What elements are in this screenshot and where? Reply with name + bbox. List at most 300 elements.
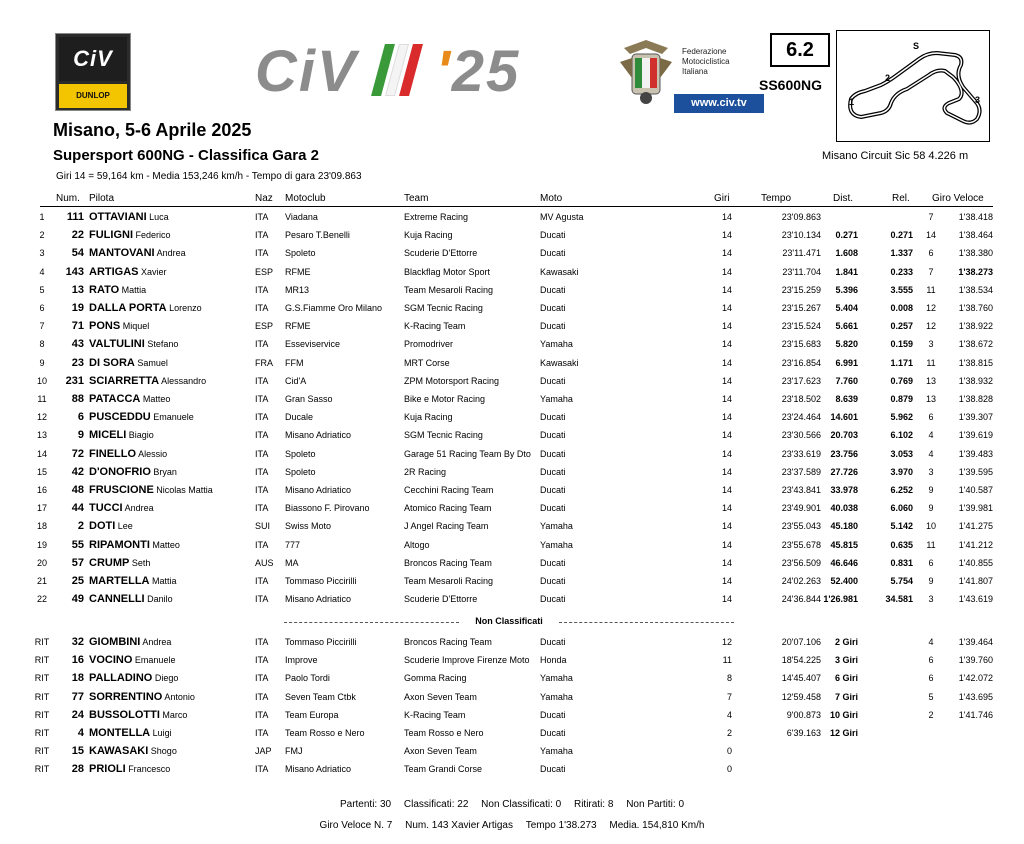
gap-cell: 20.703: [830, 430, 858, 441]
civ25-year: 25: [451, 39, 521, 104]
team-cell: K-Racing Team: [404, 321, 466, 332]
time-cell: 14'45.407: [781, 673, 821, 684]
motoclub-cell: Tommaso Piccirilli: [285, 637, 357, 647]
best-lap-number-cell: 11: [926, 357, 936, 368]
best-lap-number-cell: 3: [928, 594, 934, 605]
best-lap-time-cell: 1'38.932: [958, 375, 993, 386]
relative-gap-cell: 1.171: [890, 357, 913, 368]
gap-cell: 27.726: [830, 466, 858, 477]
best-lap-number-cell: 4: [928, 448, 934, 459]
team-cell: Team Rosso e Nero: [404, 728, 484, 738]
relative-gap-cell: 0.233: [890, 266, 913, 277]
moto-cell: Ducati: [540, 728, 566, 738]
rider-surname: CRUMP: [89, 556, 130, 569]
moto-cell: Ducati: [540, 637, 566, 647]
laps-cell: 8: [726, 673, 732, 684]
time-cell: 23'30.566: [781, 430, 821, 441]
rider-firstname: Andrea: [156, 248, 186, 259]
position-cell: 2: [39, 230, 45, 241]
moto-cell: Yamaha: [540, 521, 573, 532]
nation-cell: ITA: [255, 430, 269, 441]
position-cell: 15: [36, 466, 47, 477]
relative-gap-cell: 3.970: [890, 466, 913, 477]
rider-firstname: Federico: [135, 230, 171, 241]
number-cell: 9: [77, 429, 84, 442]
table-row: [0, 724, 1024, 742]
fmi-line-1: Federazione: [682, 47, 727, 56]
time-cell: 23'15.524: [781, 321, 821, 332]
best-lap-number-cell: 5: [928, 691, 934, 702]
best-lap-time-cell: 1'43.619: [958, 594, 993, 605]
relative-gap-cell: 6.252: [890, 485, 913, 495]
time-cell: 23'11.704: [782, 266, 821, 277]
laps-cell: 14: [721, 521, 732, 532]
nation-cell: JAP: [255, 746, 272, 757]
best-lap-number-cell: 4: [928, 637, 934, 647]
rider-firstname: Luca: [149, 212, 169, 222]
rider-surname: PUSCEDDU: [89, 411, 151, 424]
best-lap-number-cell: 3: [928, 339, 934, 350]
col-header-tempo: Tempo: [761, 193, 792, 204]
best-lap-time-cell: 1'41.746: [958, 709, 993, 720]
motoclub-cell: Spoleto: [285, 466, 316, 477]
motoclub-cell: MR13: [285, 284, 310, 295]
time-cell: 23'16.854: [781, 357, 821, 368]
nation-cell: ITA: [255, 466, 269, 477]
nation-cell: ITA: [255, 448, 269, 459]
team-cell: Altogo: [404, 539, 430, 550]
best-lap-time-cell: 1'38.273: [958, 266, 993, 277]
rider-cell: [89, 760, 170, 778]
best-lap-time-cell: 1'40.855: [958, 557, 993, 568]
time-cell: 23'43.841: [781, 485, 821, 495]
best-lap-time-cell: 1'38.760: [958, 303, 993, 313]
rider-cell: [89, 335, 178, 353]
position-cell: 7: [39, 321, 45, 332]
rider-surname: DALLA PORTA: [89, 302, 167, 314]
moto-cell: Yamaha: [540, 746, 573, 757]
moto-cell: Ducati: [540, 230, 566, 241]
rider-surname: D'ONOFRIO: [89, 465, 151, 478]
moto-cell: Ducati: [540, 375, 566, 386]
table-row: [0, 760, 1024, 778]
rider-surname: PRIOLI: [89, 763, 126, 776]
track-info: Misano Circuit Sic 58 4.226 m: [822, 150, 969, 162]
rider-cell: [89, 208, 169, 226]
gap-cell: 5.820: [835, 339, 858, 350]
civ-dunlop-logo: [55, 33, 131, 111]
relative-gap-cell: 0.008: [890, 303, 913, 313]
rider-surname: FINELLO: [89, 447, 137, 460]
table-row: [0, 669, 1024, 687]
nation-cell: ITA: [255, 709, 269, 720]
col-header-pilota: Pilota: [89, 193, 115, 204]
moto-cell: Ducati: [540, 576, 566, 586]
table-row: [0, 263, 1024, 281]
time-cell: 23'11.471: [782, 248, 821, 259]
best-lap-time-cell: 1'43.695: [958, 691, 993, 702]
rider-surname: DI SORA: [89, 356, 135, 369]
time-cell: 24'02.263: [781, 576, 821, 586]
team-cell: Garage 51 Racing Team By Dto: [404, 448, 531, 459]
team-cell: Broncos Racing Team: [404, 637, 492, 647]
team-cell: Scuderie D'Ettorre: [404, 594, 478, 605]
number-cell: 143: [65, 265, 84, 278]
number-cell: 48: [71, 484, 84, 496]
track-corner-s: S: [913, 41, 920, 51]
motoclub-cell: Tommaso Piccirilli: [285, 576, 357, 586]
time-cell: 24'36.844: [781, 594, 821, 605]
best-lap-number-cell: 12: [925, 321, 936, 332]
motoclub-cell: RFME: [285, 266, 311, 277]
time-cell: 23'10.134: [781, 230, 821, 241]
table-row: [0, 335, 1024, 353]
header-divider: [40, 206, 993, 207]
moto-cell: Ducati: [540, 303, 566, 313]
position-cell: 17: [36, 503, 47, 514]
nation-cell: ITA: [255, 412, 269, 423]
race-info: Giri 14 = 59,164 km - Media 153,246 km/h - Tempo di gara 23'09.863: [56, 171, 362, 182]
col-header-moto: Moto: [540, 193, 563, 204]
number-cell: 22: [71, 229, 84, 242]
nation-cell: ITA: [255, 248, 269, 259]
gap-cell: 33.978: [830, 485, 858, 495]
rider-firstname: Marco: [162, 709, 188, 720]
number-cell: 32: [71, 636, 84, 648]
position-cell: RIT: [34, 691, 50, 702]
rider-surname: TUCCI: [89, 502, 123, 515]
col-header-giro-veloce: Giro Veloce: [932, 193, 984, 204]
rider-surname: CANNELLI: [89, 593, 145, 606]
number-cell: 72: [71, 447, 84, 460]
time-cell: 23'24.464: [781, 412, 821, 423]
motoclub-cell: Ducale: [285, 412, 314, 423]
gap-cell: 5.661: [835, 321, 858, 332]
position-cell: 11: [37, 394, 47, 404]
gap-cell: 23.756: [830, 448, 858, 459]
rider-cell: [89, 706, 187, 724]
relative-gap-cell: 0.769: [890, 375, 913, 386]
rider-surname: PATACCA: [89, 393, 141, 405]
table-row: [0, 590, 1024, 608]
rider-firstname: Andrea: [124, 503, 154, 514]
gap-cell: 1.608: [835, 248, 858, 259]
nation-cell: ITA: [255, 655, 269, 666]
motoclub-cell: Gran Sasso: [285, 394, 333, 404]
relative-gap-cell: 0.271: [890, 230, 913, 241]
fastest-lap-rider: Num. 143 Xavier Artigas: [405, 820, 513, 831]
number-cell: 4: [77, 727, 84, 739]
position-cell: RIT: [34, 764, 50, 775]
motoclub-cell: Pesaro T.Benelli: [285, 230, 350, 241]
table-row: [0, 390, 1024, 408]
rider-surname: MARTELLA: [89, 575, 150, 587]
rider-firstname: Stefano: [147, 339, 179, 350]
moto-cell: Ducati: [540, 466, 566, 477]
best-lap-number-cell: 11: [926, 539, 936, 550]
race-summary: [0, 799, 1024, 810]
moto-cell: Yamaha: [540, 539, 573, 550]
position-cell: RIT: [34, 746, 50, 757]
number-cell: 44: [71, 502, 84, 515]
laps-cell: 14: [721, 448, 732, 459]
moto-cell: Honda: [540, 655, 567, 666]
laps-cell: 14: [721, 212, 732, 222]
nation-cell: SUI: [255, 521, 271, 532]
rider-cell: [89, 244, 186, 262]
team-cell: Scuderie Improve Firenze Moto: [404, 655, 530, 666]
rider-firstname: Antonio: [164, 691, 195, 702]
moto-cell: MV Agusta: [540, 212, 584, 222]
number-cell: 71: [71, 320, 84, 333]
moto-cell: Yamaha: [540, 339, 573, 350]
track-map: [836, 30, 990, 142]
laps-cell: 14: [721, 485, 732, 495]
position-cell: 14: [36, 448, 47, 459]
nation-cell: ITA: [255, 503, 269, 514]
laps-cell: 14: [721, 576, 732, 586]
laps-cell: 14: [721, 394, 732, 404]
moto-cell: Ducati: [540, 321, 566, 332]
position-cell: 8: [39, 339, 45, 350]
relative-gap-cell: 0.831: [890, 557, 913, 568]
rider-surname: MANTOVANI: [89, 247, 155, 260]
laps-cell: 14: [721, 284, 732, 295]
gap-cell: 40.038: [830, 503, 858, 514]
fmi-badge-icon: [618, 38, 674, 110]
track-corner-3: 3: [975, 95, 981, 105]
best-lap-time-cell: 1'38.418: [958, 212, 993, 222]
laps-cell: 14: [721, 503, 732, 514]
rider-surname: VOCINO: [89, 654, 133, 667]
time-cell: 23'15.259: [781, 284, 821, 295]
nation-cell: ITA: [255, 764, 269, 775]
nation-cell: ITA: [255, 673, 269, 684]
moto-cell: Yamaha: [540, 691, 573, 702]
laps-cell: 2: [726, 728, 732, 738]
motoclub-cell: RFME: [285, 321, 311, 332]
round-number: 6.2: [770, 33, 830, 67]
motoclub-cell: Cid'A: [285, 375, 307, 386]
civ-website-link[interactable]: www.civ.tv: [674, 94, 764, 113]
gap-cell: 14.601: [830, 412, 858, 423]
moto-cell: Kawasaki: [540, 266, 579, 277]
team-cell: Team Mesaroli Racing: [404, 576, 494, 586]
moto-cell: Ducati: [540, 430, 566, 441]
table-row: [0, 299, 1024, 317]
number-cell: 23: [71, 356, 84, 369]
rider-cell: [89, 390, 170, 408]
table-row: [0, 244, 1024, 262]
motoclub-cell: Team Europa: [285, 709, 339, 720]
motoclub-cell: Seven Team Ctbk: [285, 691, 356, 702]
dunlop-logo-text: DUNLOP: [59, 84, 127, 108]
rider-cell: [89, 536, 180, 554]
laps-cell: 0: [726, 764, 732, 775]
time-cell: 23'09.863: [781, 212, 821, 222]
best-lap-time-cell: 1'39.981: [958, 503, 993, 514]
nation-cell: ITA: [255, 303, 269, 313]
moto-cell: Ducati: [540, 284, 566, 295]
table-row: [0, 651, 1024, 669]
motoclub-cell: MA: [285, 557, 299, 568]
fmi-line-2: Motociclistica: [682, 57, 730, 66]
best-lap-time-cell: 1'41.212: [958, 539, 993, 550]
moto-cell: Ducati: [540, 503, 566, 514]
rider-cell: [89, 263, 167, 281]
rider-firstname: Francesco: [128, 764, 171, 775]
gap-cell: 52.400: [830, 576, 858, 586]
position-cell: RIT: [34, 709, 50, 720]
time-cell: 6'39.163: [786, 728, 821, 738]
fmi-line-3: Italiana: [682, 67, 708, 76]
relative-gap-cell: 6.102: [890, 430, 913, 441]
number-cell: 15: [71, 745, 84, 758]
rider-cell: [89, 688, 195, 706]
track-corner-2: 2: [885, 73, 891, 83]
relative-gap-cell: 0.257: [890, 321, 913, 332]
motoclub-cell: FMJ: [285, 746, 303, 757]
relative-gap-cell: 34.581: [885, 594, 913, 605]
gap-cell: 6 Giri: [834, 673, 858, 684]
table-row: [0, 688, 1024, 706]
best-lap-number-cell: 13: [925, 375, 936, 386]
rider-cell: [89, 317, 149, 335]
laps-cell: 14: [721, 430, 732, 441]
table-row: [0, 554, 1024, 572]
rider-firstname: Miquel: [122, 321, 150, 332]
number-cell: 88: [71, 393, 84, 405]
moto-cell: Ducati: [540, 248, 566, 259]
rider-firstname: Alessandro: [161, 375, 207, 386]
misano-track-icon: [837, 31, 991, 143]
team-cell: Promodriver: [404, 339, 454, 350]
rider-surname: SCIARRETTA: [89, 374, 160, 387]
rider-cell: [89, 408, 194, 426]
rider-cell: [89, 633, 171, 651]
best-lap-number-cell: 6: [928, 655, 934, 666]
rider-firstname: Samuel: [137, 357, 168, 368]
nation-cell: ITA: [255, 728, 269, 738]
nation-cell: ITA: [255, 394, 269, 404]
position-cell: 6: [39, 303, 45, 313]
number-cell: 2: [77, 520, 84, 533]
time-cell: 23'15.683: [781, 339, 821, 350]
relative-gap-cell: 6.060: [890, 503, 913, 514]
gap-cell: 5.404: [835, 303, 858, 313]
team-cell: Atomico Racing Team: [404, 503, 492, 514]
laps-cell: 14: [721, 357, 732, 368]
rider-firstname: Seth: [131, 557, 151, 568]
position-cell: RIT: [34, 655, 50, 666]
rider-cell: [89, 651, 175, 669]
moto-cell: Ducati: [540, 412, 566, 423]
position-cell: 20: [36, 557, 47, 568]
rider-surname: MONTELLA: [89, 727, 151, 739]
table-row: [0, 499, 1024, 517]
time-cell: 23'15.267: [781, 303, 821, 313]
track-corner-1: 1: [849, 97, 855, 107]
team-cell: MRT Corse: [404, 357, 450, 368]
nation-cell: ITA: [255, 539, 269, 550]
best-lap-time-cell: 1'39.483: [958, 448, 993, 459]
number-cell: 28: [71, 763, 84, 776]
best-lap-number-cell: 13: [925, 394, 936, 404]
rider-firstname: Andrea: [142, 637, 172, 647]
time-cell: 23'18.502: [781, 394, 821, 404]
rider-cell: [89, 669, 178, 687]
motoclub-cell: Misano Adriatico: [285, 594, 352, 605]
time-cell: 23'55.043: [781, 521, 821, 532]
rider-firstname: Xavier: [141, 266, 167, 277]
rider-cell: [89, 445, 167, 463]
gap-cell: 12 Giri: [829, 728, 858, 738]
rider-firstname: Bryan: [153, 466, 177, 477]
best-lap-time-cell: 1'39.595: [958, 466, 993, 477]
table-row: [0, 742, 1024, 760]
moto-cell: Kawasaki: [540, 357, 579, 368]
table-row: [0, 445, 1024, 463]
rider-surname: MICELI: [89, 429, 127, 442]
table-row: [0, 226, 1024, 244]
laps-cell: 14: [721, 557, 732, 568]
table-row: [0, 372, 1024, 390]
rider-surname: RIPAMONTI: [89, 538, 150, 551]
nation-cell: ITA: [255, 691, 269, 702]
team-cell: SGM Tecnic Racing: [404, 303, 483, 313]
rider-surname: ARTIGAS: [89, 265, 139, 278]
rider-cell: [89, 463, 177, 481]
team-cell: Kuja Racing: [404, 230, 453, 241]
team-cell: 2R Racing: [404, 466, 447, 477]
number-cell: 42: [71, 465, 84, 478]
col-header-rel: Rel.: [892, 193, 910, 204]
rider-surname: PALLADINO: [89, 672, 153, 685]
relative-gap-cell: 5.754: [890, 576, 913, 586]
laps-cell: 4: [726, 709, 732, 720]
rider-firstname: Lee: [117, 521, 133, 532]
best-lap-number-cell: 4: [928, 430, 934, 441]
table-row: [0, 481, 1024, 499]
rider-cell: [89, 226, 171, 244]
table-row: [0, 426, 1024, 444]
team-cell: Blackflag Motor Sport: [404, 266, 491, 277]
rider-surname: DOTI: [89, 520, 116, 533]
number-cell: 6: [77, 411, 84, 424]
best-lap-time-cell: 1'38.380: [958, 248, 993, 259]
col-header-giri: Giri: [714, 193, 730, 204]
team-cell: K-Racing Team: [404, 709, 466, 720]
team-cell: Team Mesaroli Racing: [404, 284, 494, 295]
number-cell: 111: [66, 211, 84, 223]
number-cell: 57: [71, 556, 84, 569]
rider-firstname: Danilo: [147, 594, 173, 605]
rider-cell: [89, 590, 173, 608]
number-cell: 49: [71, 593, 84, 606]
position-cell: 4: [39, 266, 45, 277]
team-cell: Extreme Racing: [404, 212, 469, 222]
rider-surname: FRUSCIONE: [89, 484, 154, 496]
gap-cell: 45.180: [830, 521, 858, 532]
position-cell: RIT: [34, 728, 50, 738]
rider-cell: [89, 499, 154, 517]
best-lap-time-cell: 1'38.464: [958, 230, 993, 241]
nation-cell: ESP: [255, 321, 274, 332]
table-row: [0, 536, 1024, 554]
number-cell: 16: [71, 654, 84, 667]
best-lap-number-cell: 6: [928, 412, 934, 423]
nation-cell: AUS: [255, 557, 274, 568]
